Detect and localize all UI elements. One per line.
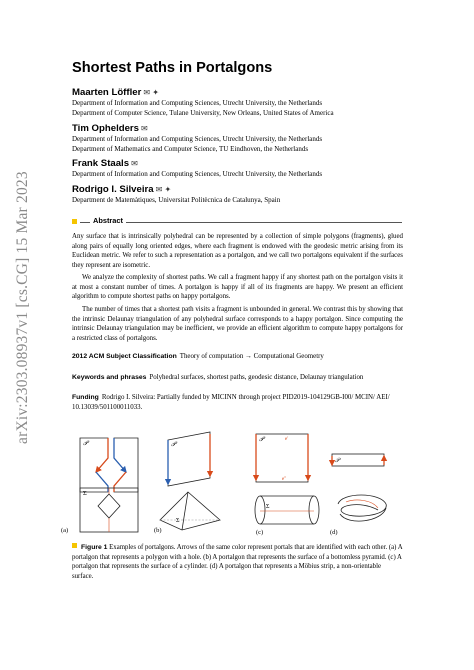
keywords: Keywords and phrases Polyhedral surfaces, shortest paths, geodesic distance, Delaunay triangulation: [72, 374, 364, 381]
edge-label: e′: [285, 437, 289, 442]
author-name: Frank Staals ✉: [72, 158, 138, 169]
abstract-header: [72, 216, 402, 228]
figure-a-bottom: [61, 488, 138, 534]
author-affiliation: Department de Matemàtiques, Universitat Politècnica de Catalunya, Spain: [72, 196, 281, 204]
author-name: Tim Ophelders ✉: [72, 123, 148, 134]
email-icon[interactable]: ✉ ✦: [143, 88, 159, 97]
caption-marker: [72, 543, 77, 548]
figure-label-a: (a): [61, 527, 69, 534]
figure-b-top: [168, 432, 210, 486]
portalgon-symbol: 𝒫: [171, 441, 176, 448]
email-icon[interactable]: ✉: [131, 159, 138, 168]
figure-d-bottom: [330, 495, 386, 536]
figure-d-top: [332, 454, 384, 466]
divider: [80, 222, 402, 223]
figure-c-top: [256, 434, 308, 482]
email-icon[interactable]: ✉ ✦: [155, 185, 172, 194]
author-affiliation: Department of Information and Computing Sciences, Utrecht University, the Netherlands Department of Mathematics and Computer Science, TU Eindhoven, the Netherlands: [72, 135, 323, 153]
author-affiliation: Department of Information and Computing Sciences, Utrecht University, the Netherlands: [72, 170, 323, 178]
author-name: Maarten Löffler ✉ ✦: [72, 87, 159, 98]
abstract-paragraph: The number of times that a shortest path visits a fragment is unbounded in general. We contrast this by showing that the intrinsic Delaunay triangulation of any polyhedral surface corresponds to a happy portalgon. Since computing the intrinsic Delaunay triangulation may be inefficient, we provide an efficient algorithm to compute happy portalgons for a restricted class of portalgons.: [72, 306, 403, 342]
figure-b-bottom: [154, 492, 220, 534]
abstract-paragraph: Any surface that is intrinsically polyhedral can be represented by a collection of simple polygons (fragments), glued along pairs of equally long oriented edges, where each fragment is endowed with the geodesic metric arising from its Euclidean metric. We refer to such a representation as a portalgon, and we call two portalgons equivalent if the surfaces they represent are isometric.: [72, 233, 403, 269]
author-affiliation: Department of Information and Computing Sciences, Utrecht University, the Netherlands Department of Computer Science, Tulane University, New Orleans, United States of America: [72, 99, 334, 117]
portalgon-symbol: 𝒫: [259, 436, 264, 443]
funding: Funding Rodrigo I. Silveira: Partially funded by MICINN through project PID2019-104129GB-I00/ MCIN/ AEI/ 10.13039/501100011033.: [72, 394, 390, 411]
section-marker: [72, 219, 77, 224]
figure-label-d: (d): [330, 529, 338, 536]
author-name: Rodrigo I. Silveira ✉ ✦: [72, 184, 172, 195]
figure-a-top: [80, 438, 138, 492]
abstract-paragraph: We analyze the complexity of shortest paths. We call a fragment happy if any shortest path on the portalgon visits it at most a constant number of times. A portalgon is happy if all of its fragments are happy. We present an efficient algorithm to compute shortest paths on happy portalgons.: [72, 274, 403, 301]
arxiv-identifier: arXiv:2303.08937v1 [cs.CG] 15 Mar 2023: [14, 171, 31, 444]
portalgon-symbol: 𝒫: [335, 458, 340, 464]
acm-classification: 2012 ACM Subject Classification Theory of computation → Computational Geometry: [72, 353, 324, 360]
edge-label: e″: [282, 477, 287, 482]
figure-label-c: (c): [256, 529, 264, 536]
abstract-label: Abstract: [90, 216, 126, 225]
paper-title: Shortest Paths in Portalgons: [72, 60, 273, 76]
figure-portalgons: [60, 428, 410, 540]
sigma-symbol: Σ: [176, 518, 180, 524]
figure-c-bottom: [255, 496, 319, 536]
figure-caption: Figure 1 Examples of portalgons. Arrows of the same color represent portals that are identified with each other. (a) A portalgon that represents a polygon with a hole. (b) A portalgon that represents the surface of a bottomless pyramid. (c) A portalgon that represents the surface of a cylinder. (d) A portalgon that represents a Möbius strip, a non-orientable surface.: [72, 544, 403, 580]
figure-label-b: (b): [154, 527, 162, 534]
sigma-symbol: Σ: [266, 504, 270, 510]
email-icon[interactable]: ✉: [141, 124, 148, 133]
sigma-symbol: Σ: [83, 490, 87, 497]
portalgon-symbol: 𝒫: [83, 440, 88, 447]
